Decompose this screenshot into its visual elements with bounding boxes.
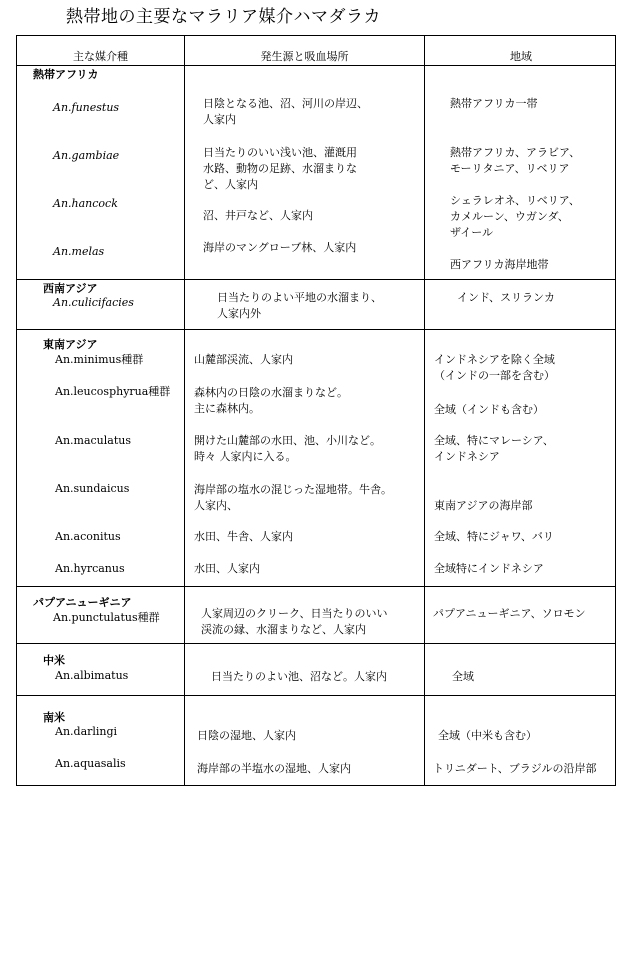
species-name: An.hancock: [53, 197, 118, 210]
source-text: 日当たりのいい浅い池、灌漑用 水路、動物の足跡、水溜まりな ど、人家内: [203, 146, 357, 191]
source-text: 開けた山麓部の水田、池、小川など。 時々 人家内に入る。: [194, 434, 381, 463]
area-text: インドネシアを除く全域 （インドの一部を含む）: [434, 353, 555, 382]
species-name: An.punctulatus種群: [53, 611, 160, 624]
source-text: 日陰の湿地、人家内: [197, 729, 296, 742]
source-text: 海岸部の半塩水の湿地、人家内: [197, 762, 351, 775]
species-name: An.gambiae: [53, 149, 120, 162]
area-text: シェラレオネ、リベリア、 カメルーン、ウガンダ、 ザイール: [450, 194, 580, 239]
source-text: 日陰となる池、沼、河川の岸辺、 人家内: [203, 97, 368, 126]
source-text: 人家周辺のクリーク、日当たりのいい 渓流の縁、水溜まりなど、人家内: [201, 607, 388, 636]
area-text: インド、スリランカ: [457, 291, 556, 304]
region-label: 東南アジア: [43, 338, 98, 351]
source-text: 海岸部の塩水の混じった湿地帯。牛舎。 人家内、: [194, 483, 392, 512]
source-text: 海岸のマングローブ林、人家内: [203, 241, 357, 254]
area-text: 東南アジアの海岸部: [434, 499, 533, 512]
species-name: An.melas: [53, 245, 105, 258]
row-divider: [17, 586, 615, 587]
source-text: 日当たりのよい平地の水溜まり、 人家内外: [217, 291, 382, 320]
region-label: 南米: [43, 711, 65, 724]
region-label: 西南アジア: [43, 282, 98, 295]
page-title: 熱帯地の主要なマラリア媒介ハマダラカ: [66, 7, 381, 27]
column-divider: [424, 36, 425, 785]
source-text: 日当たりのよい池、沼など。人家内: [211, 670, 387, 683]
species-name: An.culicifacies: [53, 296, 134, 309]
header-source: 発生源と吸血場所: [260, 50, 349, 63]
area-text: 全域（インドも含む）: [434, 403, 544, 416]
species-name: An.maculatus: [55, 434, 131, 447]
area-text: 熱帯アフリカ、アラビア、 モーリタニア、リベリア: [450, 146, 581, 175]
area-text: 全域特にインドネシア: [434, 562, 544, 575]
source-text: 山麓部渓流、人家内: [194, 353, 293, 366]
area-text: 全域、特にマレーシア、 インドネシア: [434, 434, 554, 463]
header-species: 主な媒介種: [73, 50, 128, 63]
species-name: An.leucosphyrua種群: [55, 385, 171, 398]
species-name: An.minimus種群: [55, 353, 144, 366]
area-text: 熱帯アフリカ一帯: [450, 97, 538, 110]
area-text: トリニダート、ブラジルの沿岸部: [433, 762, 597, 775]
source-text: 森林内の日陰の水溜まりなど。 主に森林内。: [194, 386, 348, 415]
source-text: 水田、人家内: [194, 562, 260, 575]
vector-table: [16, 35, 616, 786]
species-name: An.aquasalis: [55, 757, 126, 770]
area-text: 西アフリカ海岸地帯: [450, 258, 549, 271]
species-name: An.funestus: [53, 101, 120, 114]
header-area: 地域: [510, 50, 532, 63]
source-text: 水田、牛舎、人家内: [194, 530, 293, 543]
source-text: 沼、井戸など、人家内: [203, 209, 313, 222]
row-divider: [17, 695, 615, 696]
region-label: 中米: [43, 654, 65, 667]
species-name: An.hyrcanus: [55, 562, 125, 575]
region-label: 熱帯アフリカ: [33, 68, 99, 81]
row-divider: [17, 279, 615, 280]
header-divider: [17, 65, 615, 66]
species-name: An.albimatus: [55, 669, 129, 682]
region-label: パプアニューギニア: [33, 596, 132, 609]
area-text: 全域（中米も含む）: [438, 729, 537, 742]
area-text: 全域: [452, 670, 474, 683]
area-text: パプアニューギニア、ソロモン: [433, 607, 586, 620]
row-divider: [17, 643, 615, 644]
row-divider: [17, 329, 615, 330]
species-name: An.aconitus: [55, 530, 121, 543]
column-divider: [184, 36, 185, 785]
species-name: An.darlingi: [55, 725, 118, 738]
area-text: 全域、特にジャワ、バリ: [434, 530, 554, 543]
species-name: An.sundaicus: [55, 482, 130, 495]
